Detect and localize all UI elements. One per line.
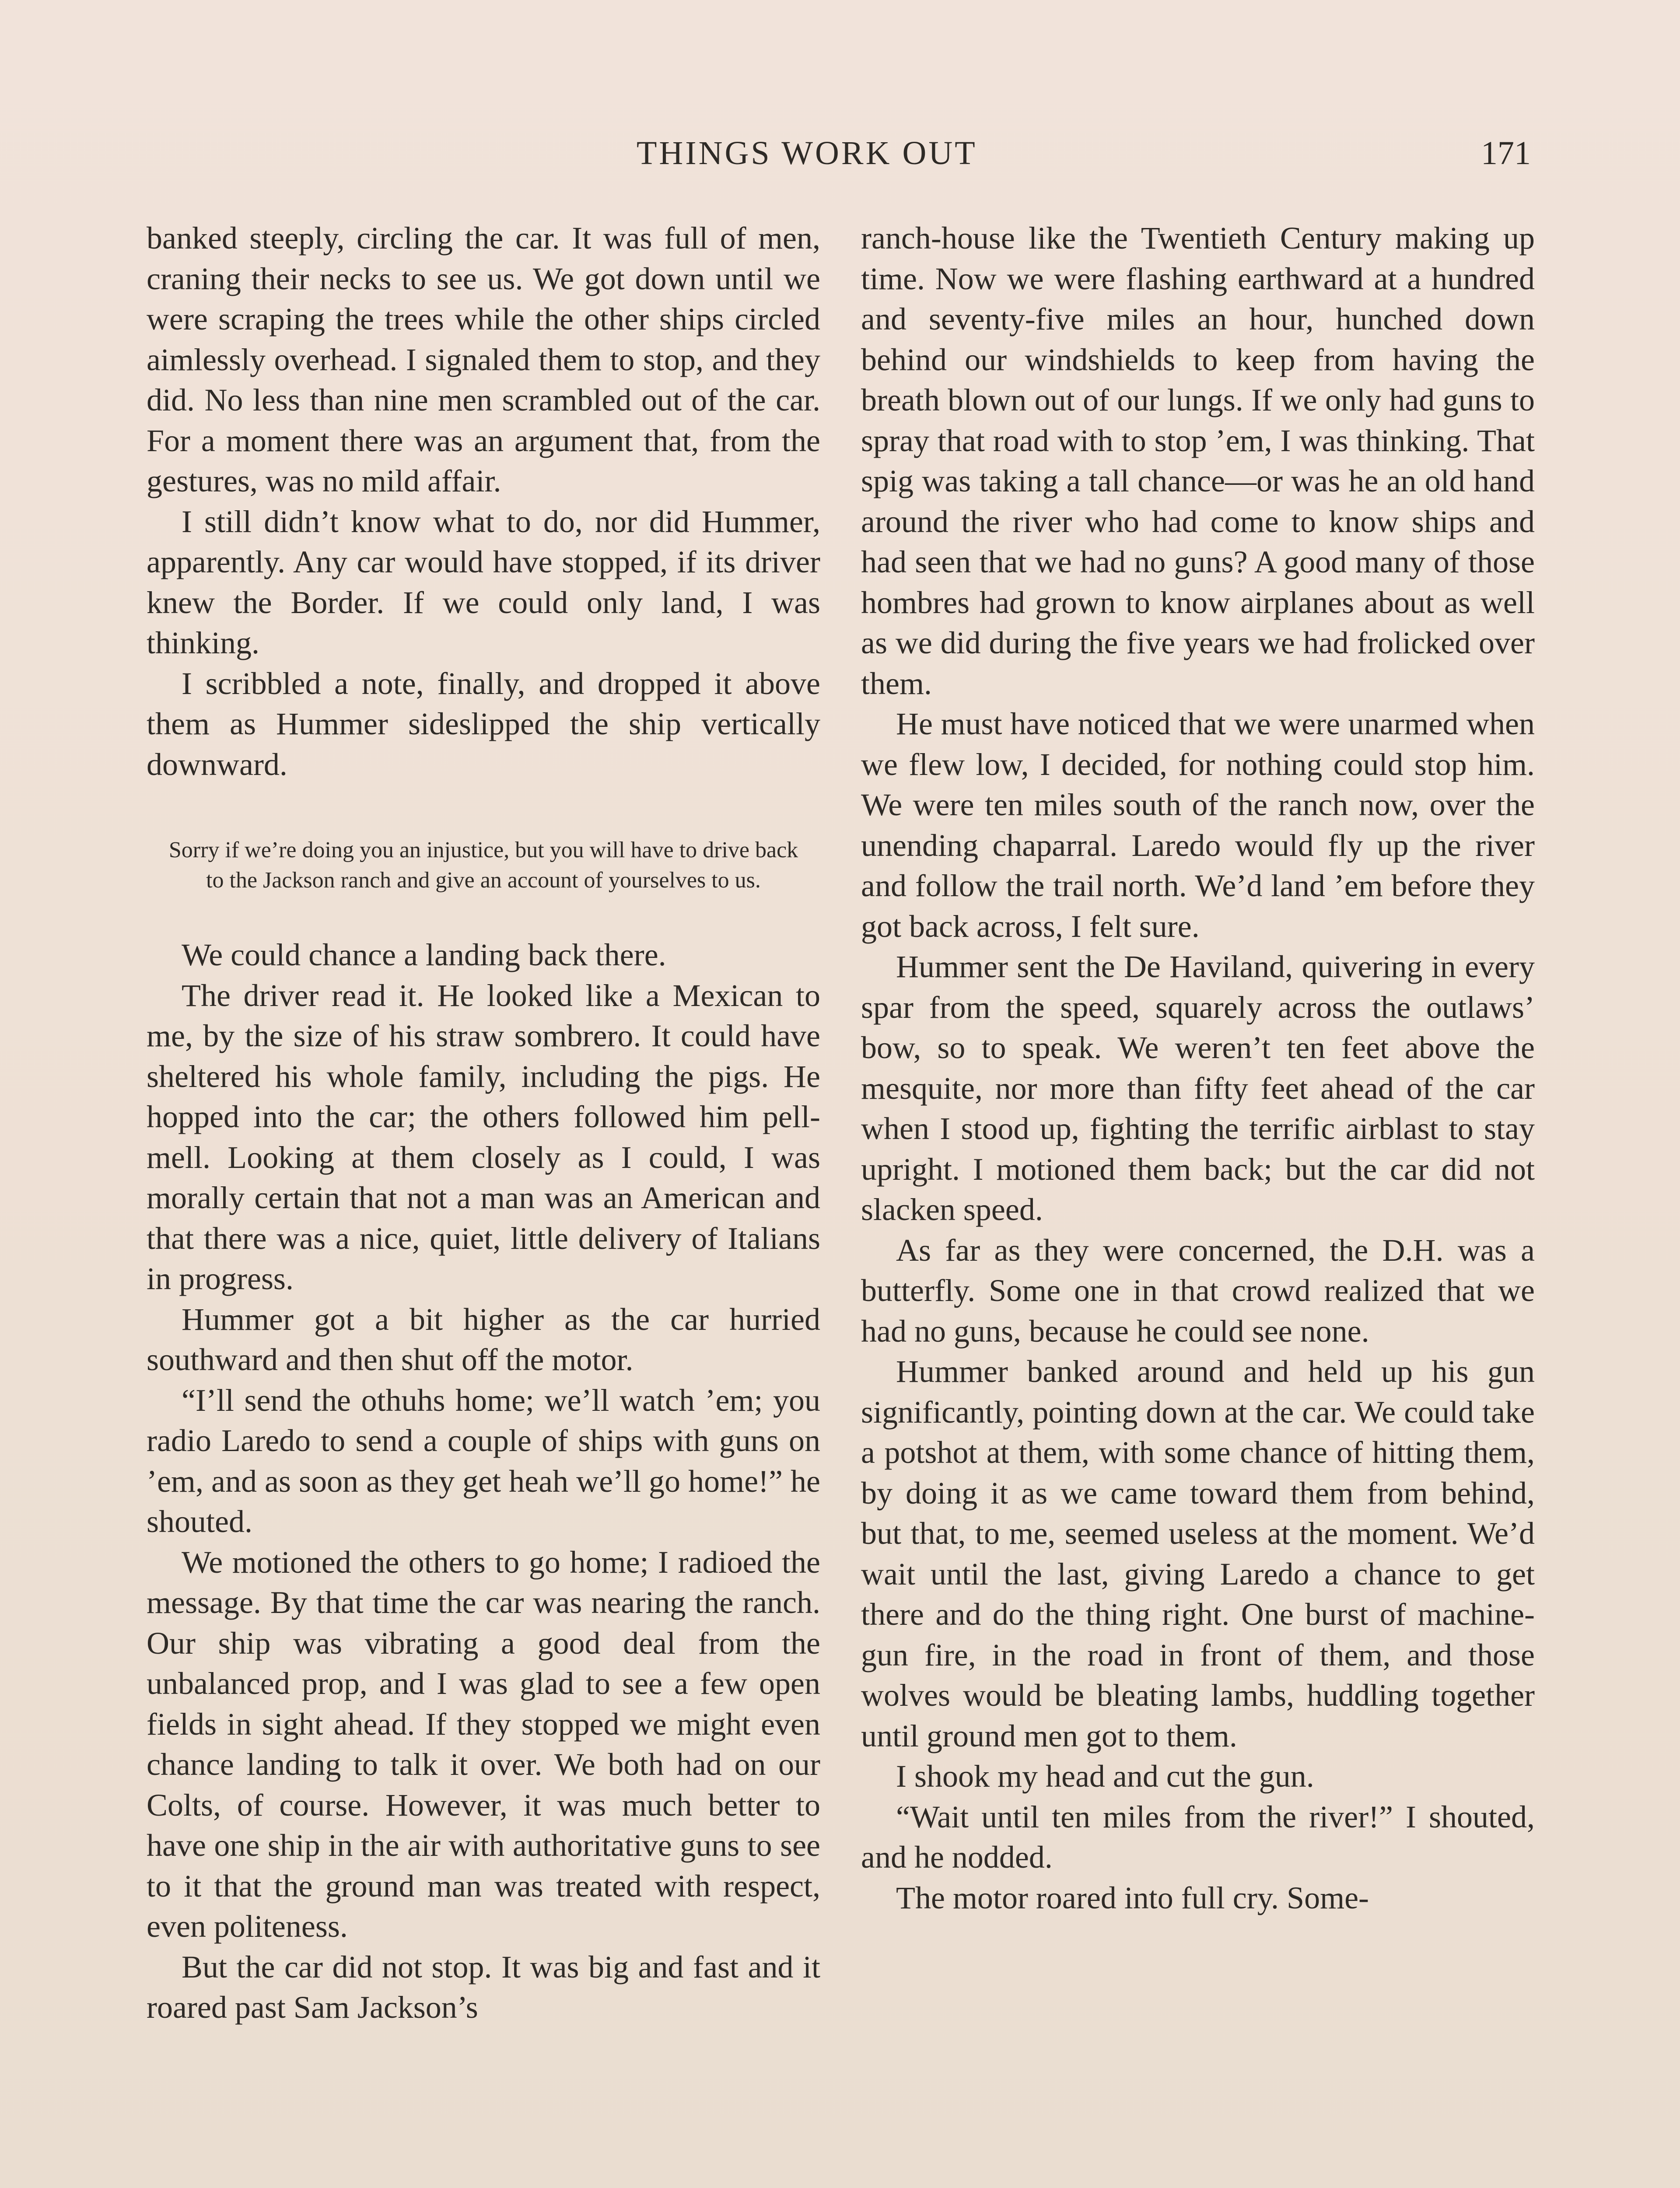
paragraph: I still didn’t know what to do, nor did Hummer, apparently. Any car would have stopped, if its driver knew the Border. If we could only land, I was thinking. (147, 504, 820, 660)
paragraph: We could chance a landing back there. (182, 937, 666, 972)
paragraph: Hummer sent the De Haviland, quivering in every spar from the speed, squarely across the outlaws’ bow, so to speak. We weren’t ten feet above the mesquite, nor more than fifty feet ahead of the car when I stood up, fighting the terrific airblast to stay upright. I motioned them back; but the car did not slacken speed. (861, 949, 1535, 1227)
running-title: THINGS WORK OUT (637, 135, 977, 172)
paragraph: “I’ll send the othuhs home; we’ll watch ’em; you radio Laredo to send a couple of ships with guns on ’em, and as soon as they get heah we’ll go home!” he shouted. (147, 1382, 820, 1539)
paragraph: I scribbled a note, finally, and dropped it above them as Hummer sideslipped the ship vertically downward. (147, 666, 820, 782)
paragraph: He must have noticed that we were unarmed when we flew low, I decided, for nothing could stop him. We were ten miles south of the ranch now, over the unending chaparral. Laredo would fly up the river and follow the trail north. We’d land ’em before they got back across, I felt sure. (861, 706, 1535, 944)
page-number: 171 (1481, 135, 1531, 172)
paragraph: I shook my head and cut the gun. (896, 1759, 1314, 1794)
paragraph: “Wait until ten miles from the river!” I shouted, and he nodded. (861, 1799, 1535, 1875)
paragraph: banked steeply, circling the car. It was full of men, craning their necks to see us. We got down until we were scraping the trees while the other ships circled aimlessly overhead. I signaled them to stop, and they did. No less than nine men scrambled out of the car. For a moment there was an argument that, from the gestures, was no mild affair. (147, 221, 820, 498)
right-column (861, 218, 1535, 1918)
dropped-note: Sorry if we’re doing you an injustice, but you will have to drive back to the Jackson ranch and give an account of yourselves to us. (168, 838, 798, 893)
paragraph: Hummer banked around and held up his gun significantly, pointing down at the car. We could take a potshot at them, with some chance of hitting them, by doing it as we came toward them from behind, but that, to me, seemed useless at the moment. We’d wait until the last, giving Laredo a chance to get there and do the thing right. One burst of machine-gun fire, in the road in front of them, and those wolves would be bleating lambs, huddling together until ground men got to them. (861, 1354, 1535, 1753)
left-column (147, 218, 820, 2028)
paragraph: ranch-house like the Twentieth Century making up time. Now we were flashing earthward at a hundred and seventy-five miles an hour, hunched down behind our windshields to keep from having the breath blown out of our lungs. If we only had guns to spray that road with to stop ’em, I was thinking. That spig was taking a tall chance—or was he an old hand around the river who had come to know ships and had seen that we had no guns? A good many of those hombres had grown to know airplanes about as well as we did during the five years we had frolicked over them. (861, 221, 1535, 701)
paragraph: Hummer got a bit higher as the car hurried southward and then shut off the motor. (147, 1301, 820, 1377)
paragraph: We motioned the others to go home; I radioed the message. By that time the car was nearing the ranch. Our ship was vibrating a good deal from the unbalanced prop, and I was glad to see a few open fields in sight ahead. If they stopped we might even chance landing to talk it over. We both had on our Colts, of course. However, it was much better to have one ship in the air with authoritative guns to see to it that the ground man was treated with respect, even politeness. (147, 1544, 820, 1944)
paragraph: As far as they were concerned, the D.H. was a butterfly. Some one in that crowd realized that we had no guns, because he could see none. (861, 1232, 1535, 1349)
paragraph: But the car did not stop. It was big and fast and it roared past Sam Jackson’s (147, 1949, 820, 2025)
paragraph: The motor roared into full cry. Some- (896, 1880, 1369, 1915)
running-head (0, 129, 1680, 177)
paragraph: The driver read it. He looked like a Mexican to me, by the size of his straw sombrero. It could have sheltered his whole family, including the pigs. He hopped into the car; the others followed him pell-mell. Looking at them closely as I could, I was morally certain that not a man was an American and that there was a nice, quiet, little delivery of Italians in progress. (147, 978, 820, 1296)
